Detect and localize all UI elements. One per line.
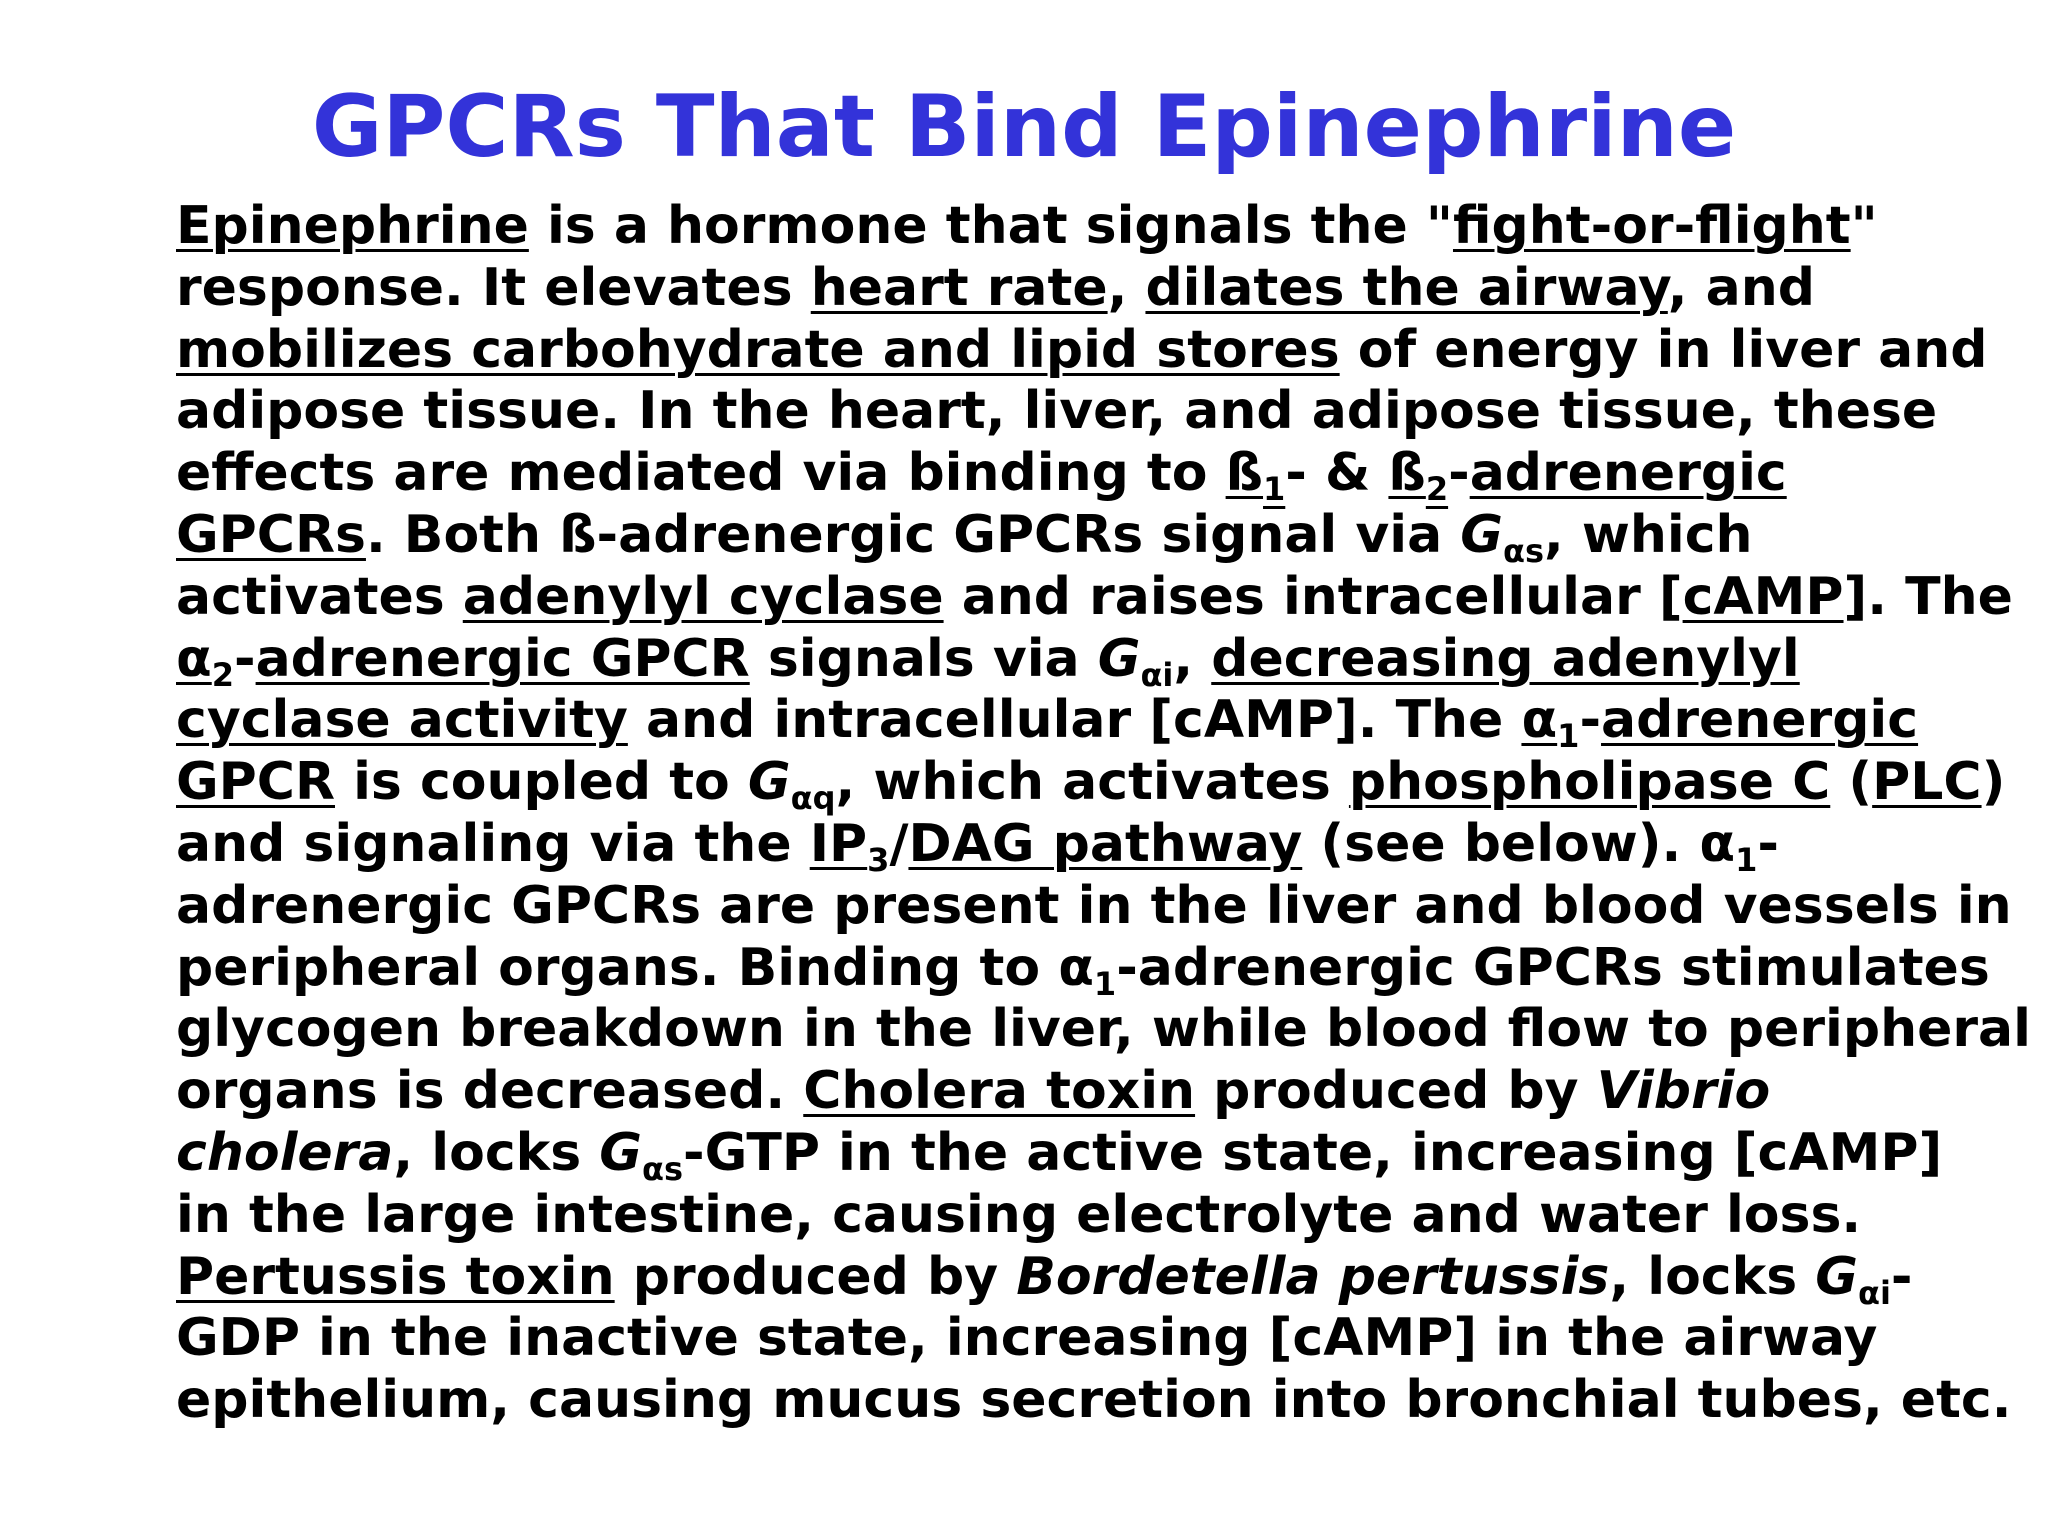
text-run: ]. The [1843,566,2013,627]
text-run: G [599,1122,642,1183]
text-line [176,443,1976,509]
text-line [176,1308,1976,1370]
text-line [176,1370,2012,1432]
underlined-term: adrenergic [1469,443,1787,504]
text-run: -GTP in the active state, increasing [cAMP] [683,1122,1943,1183]
subscript: αs [641,1149,683,1188]
underlined-term: dilates the airway [1145,257,1668,318]
text-run: , [1173,628,1212,689]
subscript: αi [1140,655,1174,694]
underlined-term: cAMP [1682,566,1844,627]
text-run: peripheral organs. Binding to α [176,937,1094,998]
text-run: ) [1981,752,2006,813]
underlined-term: PLC [1872,752,1982,813]
text-run: , locks [1609,1246,1816,1307]
text-run: - [1890,1246,1913,1307]
text-run: , locks [393,1122,600,1183]
text-run: , [1107,257,1146,318]
text-run: / [889,813,909,874]
underlined-term: α [1521,690,1558,751]
text-run: -adrenergic GPCRs stimulates [1116,937,1990,998]
text-run: of energy in liver and [1339,319,1988,380]
underlined-term: decreasing adenylyl [1211,628,1800,689]
subscript: 2 [211,655,234,694]
text-line [176,504,1976,570]
underlined-term: heart rate [810,257,1108,318]
text-line [176,752,2006,818]
text-line [176,690,1976,756]
underlined-term: ß [1388,443,1426,504]
underlined-term: GPCR [176,752,335,813]
text-run: in the large intestine, causing electrolyte and water loss. [176,1184,1862,1245]
underlined-term: α [176,628,212,689]
text-run: - [234,628,256,689]
subscript: αi [1857,1273,1891,1312]
underlined-term: DAG pathway [908,813,1303,874]
text-run: - [1448,443,1470,504]
text-run: . Both ß-adrenergic GPCRs signal via [365,504,1461,565]
text-line [176,319,1988,382]
text-run: effects are mediated via binding to [176,443,1226,504]
text-run: signals via [749,628,1098,689]
text-run: produced by [614,1246,1017,1307]
text-run: G [1097,628,1141,689]
text-run: adrenergic GPCRs are present in the liver and blood vessels in [176,875,2012,936]
text-run: Bordetella pertussis [1016,1246,1610,1307]
subscript: αs [1502,531,1544,570]
slide-title: GPCRs That Bind Epinephrine [311,77,1737,177]
text-run: and raises intracellular [ [943,566,1683,627]
body-paragraph [176,196,2031,1432]
text-line [176,937,1990,1003]
text-run: and intracellular [cAMP]. The [627,690,1522,751]
text-run: response. It elevates [176,257,811,318]
text-run: " [1850,196,1878,256]
underlined-term: ß [1225,443,1264,504]
subscript: 3 [867,840,890,879]
text-run: (see below). α [1302,813,1736,874]
text-run: G [1460,504,1503,565]
underlined-term: IP [809,813,868,874]
text-run: is coupled to [335,752,748,813]
text-run: produced by [1195,1061,1597,1122]
text-line [176,258,1976,320]
text-line [176,196,1976,258]
text-run: adipose tissue. In the heart, liver, and adipose tissue, these [176,381,1938,442]
text-run: , which activates [835,752,1349,813]
text-line [176,381,1976,443]
underlined-term: adrenergic [1601,690,1919,751]
subscript: αq [790,779,836,818]
text-run: is a hormone that signals the " [528,196,1453,256]
text-run: ( [1830,752,1873,813]
text-run: , which [1543,504,1753,565]
text-run: and signaling via the [176,813,810,874]
text-line [176,875,2012,938]
underlined-term: Cholera toxin [803,1061,1196,1122]
underlined-term: Pertussis toxin [176,1246,615,1307]
underlined-term: fight-or-flight [1452,196,1851,256]
text-line [176,566,2013,629]
text-line [176,1246,1976,1312]
text-run: organs is decreased. [176,1061,804,1122]
subscript: 2 [1425,470,1449,509]
subscript: 1 [1735,840,1758,879]
underlined-term: cyclase activity [176,690,628,751]
text-line [176,813,1976,879]
subscript: 1 [1557,717,1580,756]
text-run: - [1579,690,1602,751]
text-run: G [747,752,791,813]
text-run: , and [1667,257,1815,318]
underlined-term: adenylyl cyclase [462,566,944,627]
text-run: epithelium, causing mucus secretion into bronchial tubes, etc. [176,1370,2012,1431]
subscript: 1 [1093,964,1117,1003]
text-run: - [1757,813,1779,874]
text-line [176,1061,1976,1123]
text-line [176,999,2031,1061]
underlined-term: phospholipase C [1348,752,1831,813]
text-run: G [1815,1246,1858,1307]
text-line [176,628,1976,694]
text-run: Vibrio [1596,1061,1771,1122]
underlined-term: mobilizes carbohydrate and lipid stores [176,319,1340,380]
text-line [176,1122,1976,1188]
text-run: GDP in the inactive state, increasing [cAMP] in the airway [176,1308,1878,1369]
underlined-term: Epinephrine [176,196,529,256]
text-run: - & [1285,443,1389,504]
subscript: 1 [1263,470,1286,509]
text-line [176,1185,1976,1247]
text-run: cholera [176,1122,394,1183]
text-run: activates [176,566,463,627]
underlined-term: adrenergic GPCR [255,628,750,689]
text-run: glycogen breakdown in the liver, while blood flow to peripheral [176,999,2031,1060]
underlined-term: GPCRs [176,504,366,565]
